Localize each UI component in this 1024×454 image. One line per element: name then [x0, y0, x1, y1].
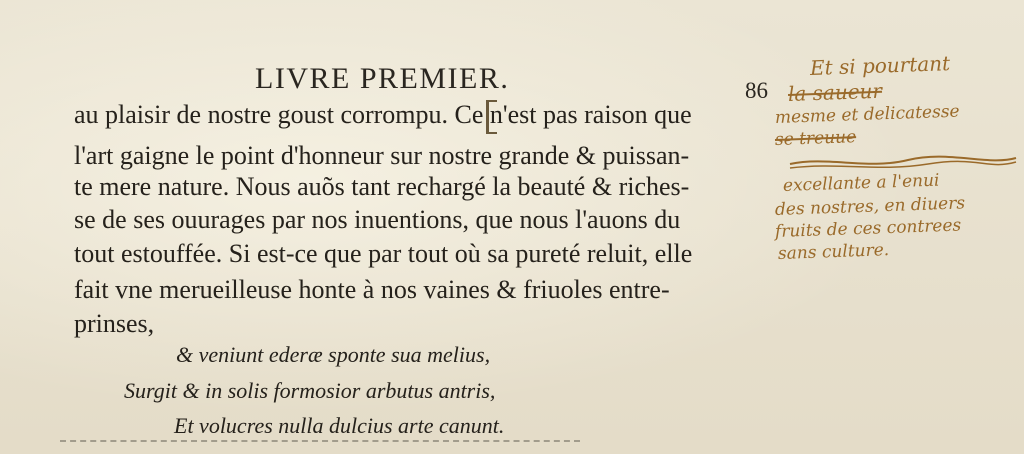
body-line: prinses,	[74, 309, 155, 338]
margin-note: des nostres, en diuers	[774, 193, 966, 220]
margin-note: fruits de ces contrees	[774, 215, 962, 242]
margin-note: Et si pourtant	[809, 51, 951, 80]
body-line: l'art gaigne le point d'honneur sur nostre grande & puissan-	[74, 141, 690, 170]
strikethrough-scribble	[788, 150, 1018, 174]
margin-note: mesme et delicatesse	[774, 101, 960, 128]
body-line: tout estouffée. Si est-ce que par tout où sa pureté reluit, elle	[74, 239, 693, 268]
margin-note: se treuue	[774, 127, 857, 150]
page-number: 86	[745, 78, 768, 103]
margin-note: sans culture.	[777, 240, 890, 264]
body-line: se de ses ouurages par nos inuentions, que nous l'auons du	[74, 205, 681, 234]
body-line: te mere nature. Nous auõs tant rechargé la beauté & riches-	[74, 172, 690, 201]
margin-note: la saueur	[787, 78, 883, 106]
body-line: au plaisir de nostre goust corrompu. Ce n'est pas raison que	[74, 100, 692, 129]
next-line-partial	[60, 440, 580, 454]
margin-note: excellante a l'enui	[782, 170, 940, 196]
body-line: fait vne merueilleuse honte à nos vaines & friuoles entre-	[74, 275, 670, 304]
verse-line: Surgit & in solis formosior arbutus antris,	[124, 378, 496, 403]
verse-line: Et volucres nulla dulcius arte canunt.	[174, 413, 505, 438]
verse-line: & veniunt ederæ sponte sua melius,	[176, 342, 491, 367]
page-header: LIVRE PREMIER.	[255, 62, 510, 95]
